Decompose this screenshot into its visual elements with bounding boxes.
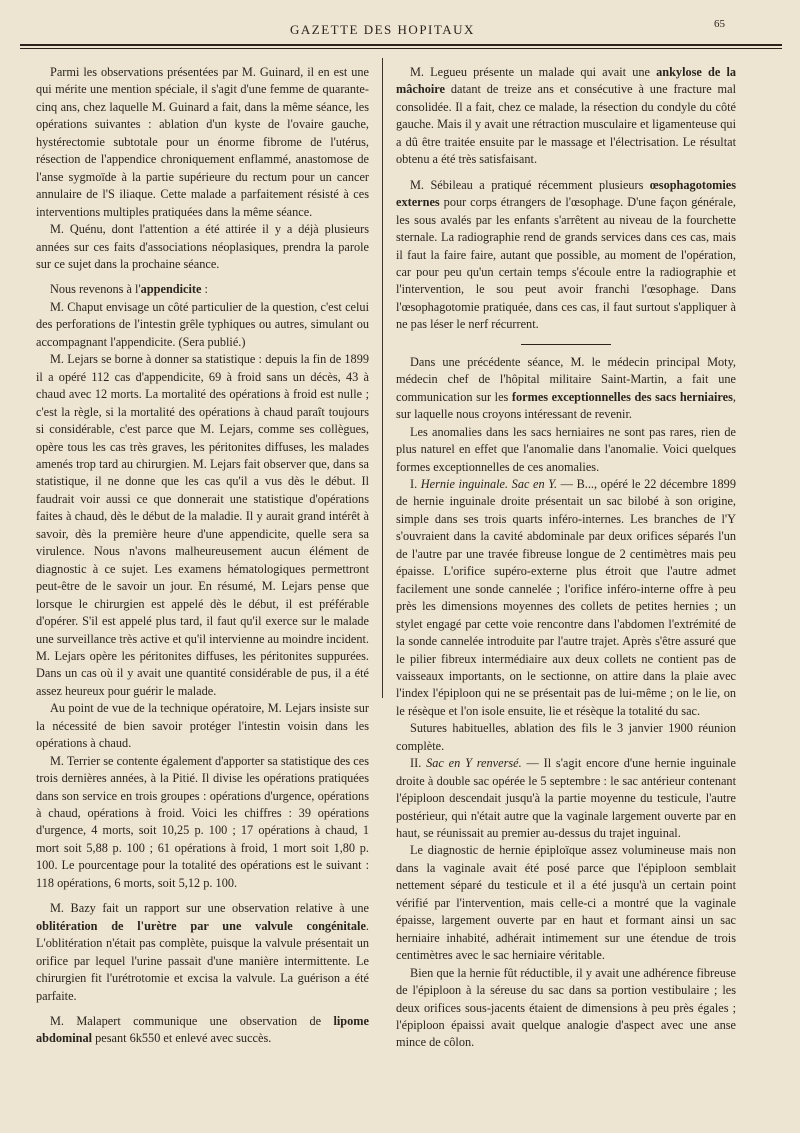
moty-term: formes exceptionnelles des sacs herniaires [511, 389, 733, 404]
case-two-title: Sac en Y renversé. [426, 756, 522, 771]
paragraph-appendicite-heading [36, 281, 369, 298]
sebileau-intro: M. Sébileau a pratiqué récemment plusieurs [410, 177, 650, 192]
moty-body: , sur laquelle nous croyons intéressant de revenir. [396, 389, 736, 422]
bazy-intro: M. Bazy fait un rapport sur une observation relative à une [50, 901, 369, 916]
malapert-term: lipome abdominal [36, 1014, 369, 1046]
paragraph-case-one [396, 476, 736, 720]
appendicite-intro: Nous revenons à l' [50, 282, 141, 297]
sebileau-body: pour corps étrangers de l'œsophage. D'une façon générale, les sous avalés par les enfants s'arrêtent au niveau de la fourchette sternale. La radiographie rend de grands services dans ces cas, mais il faut la faire faire, autant que possible, au moment de l'opération, car pour peu qu'un certain temps s'écoule entre la radiographie et l'intervention, le sou peut avoir franchi l'œsophage. Dans l'œsophagotomie pratiquée, dans ces cas, il faut surtout s'appliquer à ne pas léser le nerf récurrent. [396, 195, 736, 332]
case-two-body: — Il s'agit encore d'une hernie inguinale droite à double sac opérée le 5 septembre : le sac antérieur contenant l'épiploon descendait jusqu'à la partie moyenne du testicule, l'autre postérieur, qui n'était autre que la vaginale largement ouverte par en haut, se réunissait au premier au-dessus du trajet inguinal. [396, 756, 736, 841]
paragraph-moty [396, 354, 736, 424]
appendicite-term: appendicite [140, 282, 202, 297]
bazy-term: oblitération de l'urètre par une valvule congénitale [36, 918, 366, 933]
paragraph-bazy [36, 900, 369, 1005]
paragraph-lejars: M. Lejars se borne à donner sa statistique : depuis la fin de 1899 il a opéré 112 cas d'appendicite, 69 à froid sans un décès, 43 à chaud avec 12 morts. La mortalité des opérations à froid est nulle ; c'est la règle, si la mortalité des opérations à chaud paraît toujours si considérable, c'est parce que M. Lejars, comme ses collègues, opère tous les cas très graves, les péritonites diffuses, les malades amenés trop tard au chirurgien. M. Lejars fait observer que, dans sa statistique, il ne donne que les cas qu'il a vus dès le début. Il faudrait voir aussi ce que donnerait une statistique d'opérations faites à chaud, dès le début de la maladie. Il y aurait grand intérêt à savoir, dès la première heure d'une appendicite, quelle sera sa virulence. Nous n'avons malheureusement aucun élément de diagnostic à ce sujet. Les examens hématologiques permettront peut-être de le savoir un jour. En résumé, M. Lejars pense que lorsque le chirurgien est appelé dès le début, il est préférable d'opérer. S'il est appelé plus tard, il faut qu'il exerce sur le malade une surveillance très active et qu'il intervienne au moindre incident. M. Lejars opère les péritonites diffuses, les péritonites suppurées. Dans un cas où il y avait une quantité considérable de pus, il a été assez heureux pour guérir le malade. [36, 352, 369, 698]
paragraph-anomalies: Les anomalies dans les sacs herniaires ne sont pas rares, rien de plus naturel en effet que l'anomalie dans l'anomalie. Voici quelques formes exceptionnelles de ces anomalies. [396, 424, 736, 474]
paragraph-adherence: Bien que la hernie fût réductible, il y avait une adhérence fibreuse de l'épiploon à la séreuse du sac dans sa portion vestibulaire ; les deux orifices sous-jacents étaient de dimensions à peu près égales ; l'épiploon épaissi avait quelque analogie d'aspect avec une anse mince de côlon. [396, 965, 736, 1050]
paragraph-terrier: M. Terrier se contente également d'apporter sa statistique des ces trois dernières années, à la Pitié. Il divise les opérations pratiquées dans son service en trois groupes : opérations d'urgence, opérations à chaud, opérations à froid. Voici les chiffres : 39 opérations d'urgence, 4 morts, soit 10,25 p. 100 ; 17 opérations à chaud, 1 mort soit 5,88 p. 100 ; 61 opérations à froid, 1 mort soit 1,80 p. 100. Le pourcentage pour la totalité des opérations est le suivant : 118 opérations, 6 morts, soit 5,12 p. 100. [36, 753, 369, 890]
case-one-number: I. [410, 476, 421, 491]
moty-intro: Dans une précédente séance, M. le médecin principal Moty, médecin chef de l'hôpital militaire Saint-Martin, a fait une communication sur les [396, 354, 736, 404]
paragraph-quenu: M. Quénu, dont l'attention a été attirée il y a déjà plusieurs années sur ces faits d'associations néoplasiques, prendra la parole sur ce sujet dans la prochaine séance. [36, 222, 369, 271]
right-column [396, 64, 736, 1052]
bazy-body: . L'oblitération n'était pas complète, puisque la valvule présentait un orifice par lequel l'urine passait d'une manière intermittente. Le chirurgien fit l'urétrotomie et excisa la valvule. La guérison a été parfaite. [36, 918, 369, 1003]
left-column [36, 64, 369, 1048]
legueu-intro: M. Legueu présente un malade qui avait une [410, 65, 657, 79]
paragraph-legueu [396, 64, 736, 169]
header-rule-thin [20, 48, 782, 49]
case-one-title: Hernie inguinale. Sac en Y. [420, 476, 558, 491]
paragraph-sebileau [396, 177, 736, 334]
sebileau-term: œsophagotomies externes [396, 177, 736, 210]
case-one-body: — B..., opéré le 22 décembre 1899 de hernie inguinale droite présentait un sac bilobé à son origine, simple dans ses trois quarts inféro-internes. Les branches de l'Y s'ouvraient dans la cavité abdominale par deux orifices séparés l'un de l'autre par une travée fibreuse longue de 2 centimètres mais peu épaisse. L'orifice supéro-externe plus étroit que l'autre admet facilement une sonde cannelée ; l'orifice inféro-interne offre à peu près les dimensions moyennes des collets de petites hernies ; un stylet engagé par cette voie rencontre dans l'abdomen l'extrémité de la sonde cannelée introduite par l'autre trajet. Après s'être assuré que le pilier fibreux intermédiaire aux deux collets ne contient pas de vaisseaux importants, on le sectionne, on attire dans la plaie avec l'index l'épiploon qui ne se présentait pas de lui-même ; on le lie, on le résèque et l'on isole ensuite, lie et résèque la totalité du sac. [396, 476, 736, 718]
legueu-term: ankylose de la mâchoire [396, 65, 737, 97]
paragraph-lejars-technique: Au point de vue de la technique opératoire, M. Lejars insiste sur la nécessité de bien savoir protéger l'intestin voisin dans les opérations à chaud. [36, 701, 369, 751]
malapert-intro: M. Malapert communique une observation de [50, 1014, 334, 1029]
legueu-body: datant de treize ans et consécutive à une fracture mal consolidée. Il a fait, chez ce malade, la résection du condyle du côté gauche. Mais il y avait une rétraction musculaire et ligamenteuse qui a dû être traitée ensuite par le massage et l'électrisation. Le résultat obtenu a été très satisfaisant. [396, 82, 736, 167]
paragraph-case-two [396, 755, 736, 842]
paragraph-malapert [36, 1013, 369, 1048]
paragraph-diagnostic: Le diagnostic de hernie épiploïque assez volumineuse mais non dans la vaginale avait été posé parce que l'épiploon semblait nettement séparé du testicule et il a été jusqu'à un certain point vérifié par l'intervention, mais celle-ci a montré que la vaginale épaisse, largement ouverte par en haut et formant ainsi un sac herniaire inhabité, adhérait intimement sur une étendue de trois centimètres avec le sac herniaire véritable. [396, 843, 736, 963]
paragraph-guinard: Parmi les observations présentées par M. Guinard, il en est une qui mérite une mention spéciale, il s'agit d'une femme de quarante-cinq ans, chez laquelle M. Guinard a fait, dans la même séance, les opérations suivantes : ablation d'un kyste de l'ovaire gauche, hystérectomie subtotale pour un énorme fibrome de l'utérus, résection de l'appendice chroniquement enflammé, anastomose de l'anse sygmoïde à la partie supérieure du rectum pour un cancer annulaire de l'S iliaque. Cette malade a parfaitement résisté à ces interventions multiples pratiquées dans la même séance. [36, 65, 369, 219]
paragraph-chaput: M. Chaput envisage un côté particulier de la question, c'est celui des perforations de l'intestin grêle typhiques ou autres, simulant ou accompagnant l'appendicite. (Sera publié.) [36, 299, 369, 349]
appendicite-colon: : [201, 282, 208, 297]
case-two-number: II. [410, 756, 427, 771]
paragraph-sutures: Sutures habituelles, ablation des fils le 3 janvier 1900 réunion complète. [396, 721, 736, 753]
header-rule-thick [20, 44, 782, 46]
running-header-title: GAZETTE DES HOPITAUX [290, 22, 475, 37]
malapert-body: pesant 6k550 et enlevé avec succès. [92, 1031, 272, 1046]
page-number: 65 [714, 18, 725, 30]
column-divider [382, 58, 383, 698]
section-separator [521, 344, 611, 345]
